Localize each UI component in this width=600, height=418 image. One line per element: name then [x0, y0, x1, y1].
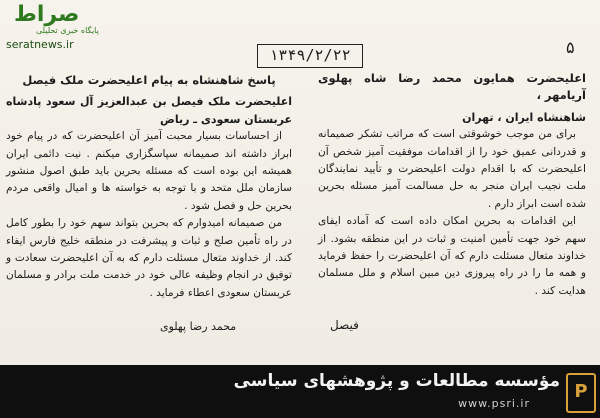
corner-mark: ۵ [566, 38, 575, 57]
psri-logo-icon: P [566, 373, 596, 413]
reply-paragraph: من صمیمانه امیدوارم که بحرین بتواند سهم خود را بطور کامل در راه تأمین صلح و ثبات و پیشرفت در منطقه خلیج فارس ایفاء کند. از خداوند متعال مسئلت دارم که به آن اعلیحضرت سعادت و توفیق در انجام وظیفه عالی خود در خدمت ملت برادر و مسلمان عربستان سعودی اعطاء فرماید . [6, 217, 292, 299]
faisal-letter [318, 70, 586, 300]
letter-paragraph: این اقدامات به بحرین امکان داده است که آماده ایفای سهم خود جهت تأمین امنیت و ثبات در این منطقه بشود. از خداوند متعال مسئلت دارم که آن اعلیحضرت را حفظ فرماید و همه ما را در راه پیروزی دین مبین اسلام و ملل مسلمان هدایت کند . [318, 215, 586, 297]
reply-title: پاسخ شاهنشاه به پیام اعلیحضرت ملک فیصل [22, 73, 276, 87]
letter-paragraph: برای من موجب خوشوقتی است که مراتب تشکر صمیمانه و قدردانی عمیق خود را از اقدامات موفقیت آمیز شخص آن اعلیحضرت که با اقدام دولت اعلیحضرت و تأیید نمایندگان ملت نجیب ایران منجر به حل مسالمت آمیز مسئله بحرین شده است ابراز دارم . [318, 128, 586, 210]
institute-name: مؤسسه مطالعات و پژوهشهای سیاسی [233, 371, 560, 391]
logo-tagline: پایگاه خبری تحلیلی [36, 26, 99, 35]
date-stamp: ۱۳۴۹/۲/۲۲ [257, 44, 363, 68]
institute-url: www.psri.ir [458, 397, 530, 410]
reply-paragraph: از احساسات بسیار محبت آمیز آن اعلیحضرت که در پیام خود ابراز داشته اند صمیمانه سپاسگزاری میکنم . نیت دائمی ایران همیشه این بوده است که مسئله بحرین باید طبق اصول منشور سازمان ملل متحد و با توجه به خواسته ها و امیال واقعی مردم بحرین حل و فصل شود . [6, 130, 292, 212]
shah-reply-letter [6, 72, 292, 302]
shah-signature: محمد رضا پهلوی [160, 320, 237, 333]
letter-addressee: شاهنشاه ایران ، تهران [462, 110, 586, 124]
logo-brand: صراط [14, 2, 80, 27]
serat-logo [6, 2, 102, 56]
psri-footer-banner [0, 365, 600, 418]
reply-addressee: اعلیحضرت ملک فیصل بن عبدالعزیز آل سعود پادشاه عربستان سعودی ـ ریاض [6, 95, 292, 126]
logo-site-url: seratnews.ir [6, 38, 74, 51]
letter-salutation: اعلیحضرت همایون محمد رضا شاه پهلوی آریامهر ، [318, 71, 586, 103]
faisal-signature: فیصل [330, 318, 359, 332]
